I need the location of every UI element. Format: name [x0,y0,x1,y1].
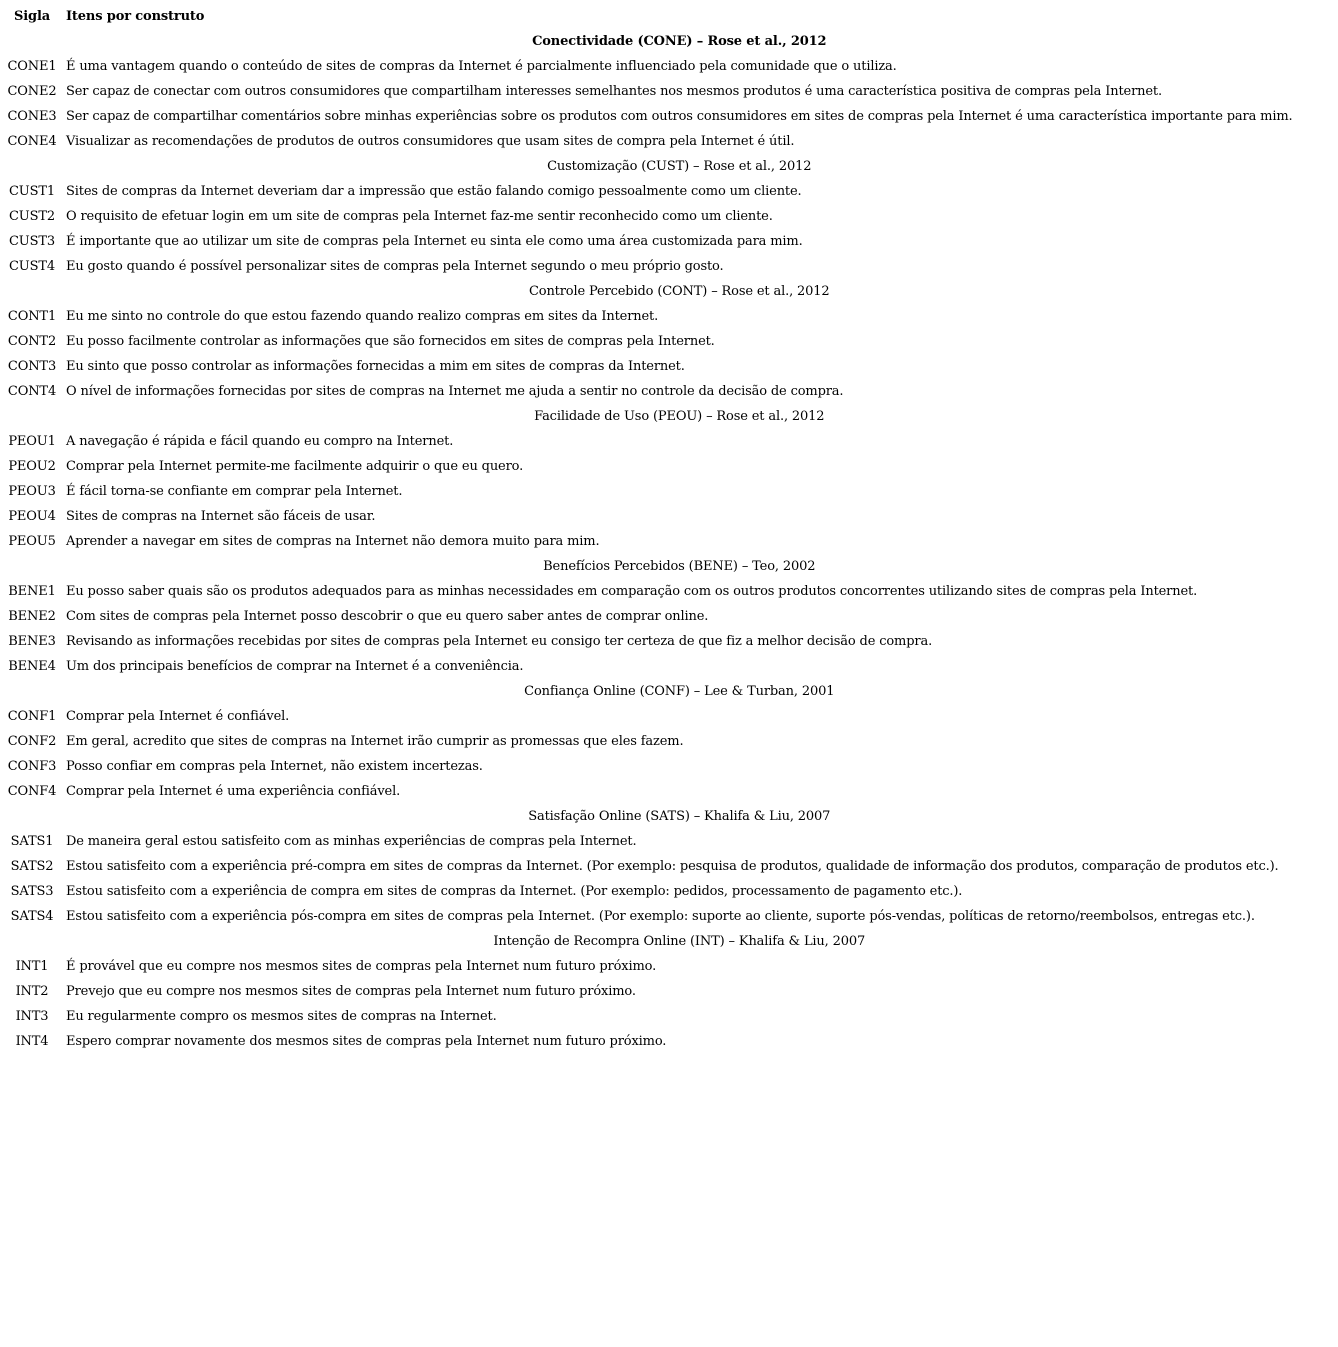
table-row [2,629,1293,654]
section-title: Benefícios Percebidos (BENE) – Teo, 2002 [543,559,816,574]
table-body [2,29,1293,1054]
item-code: BENE1 [8,584,56,599]
table-row [2,829,1293,854]
item-text: Comprar pela Internet permite-me facilmente adquirir o que eu quero. [66,459,524,474]
table-row [2,729,1293,754]
item-code: CONE2 [7,84,57,99]
table-row [2,204,1293,229]
table-row [2,954,1293,979]
item-code: CONF3 [7,759,57,774]
item-code: PEOU5 [8,534,56,549]
item-text: Comprar pela Internet é confiável. [66,709,290,724]
item-code: CONE1 [7,59,57,74]
section-title: Customização (CUST) – Rose et al., 2012 [547,159,812,174]
item-code: SATS1 [10,834,54,849]
item-text: Espero comprar novamente dos mesmos sites de compras pela Internet num futuro próximo. [66,1034,667,1049]
item-text: É importante que ao utilizar um site de compras pela Internet eu sinta ele como uma área customizada para mim. [66,234,803,249]
table-row [2,854,1293,879]
item-text: Estou satisfeito com a experiência pós-compra em sites de compras pela Internet. (Por exemplo: suporte ao cliente, suporte pós-vendas, políticas de retorno/reembolsos, entregas etc.). [66,909,1255,924]
table-row [2,79,1293,104]
item-code: SATS2 [10,859,54,874]
table-row [2,179,1293,204]
item-code: BENE4 [8,659,56,674]
item-code: INT4 [15,1034,49,1049]
item-text: Eu regularmente compro os mesmos sites de compras na Internet. [66,1009,497,1024]
item-text: Eu posso saber quais são os produtos adequados para as minhas necessidades em comparação com os outros produtos concorrentes utilizando sites de compras pela Internet. [66,584,1198,599]
header-code: Sigla [13,9,51,24]
item-code: SATS3 [10,884,54,899]
item-code: INT1 [15,959,49,974]
item-text: Eu posso facilmente controlar as informações que são fornecidos em sites de compras pela Internet. [66,334,715,349]
section-title: Facilidade de Uso (PEOU) – Rose et al., 2012 [534,409,825,424]
item-text: Aprender a navegar em sites de compras na Internet não demora muito para mim. [66,534,600,549]
item-code: CUST3 [8,234,55,249]
item-text: Ser capaz de conectar com outros consumidores que compartilham interesses semelhantes nos mesmos produtos é uma característica positiva de compras pela Internet. [66,84,1162,99]
section-row [2,554,1293,579]
section-row [2,804,1293,829]
table-row [2,879,1293,904]
table-row [2,979,1293,1004]
item-code: CONT2 [7,334,57,349]
item-text: Prevejo que eu compre nos mesmos sites de compras pela Internet num futuro próximo. [66,984,636,999]
table-row [2,129,1293,154]
table-row [2,754,1293,779]
item-code: CONE4 [7,134,57,149]
item-code: PEOU4 [8,509,56,524]
section-row [2,279,1293,304]
section-row [2,404,1293,429]
table-row [2,1029,1293,1054]
item-text: O nível de informações fornecidas por sites de compras na Internet me ajuda a sentir no controle da decisão de compra. [66,384,844,399]
item-code: PEOU3 [8,484,56,499]
table-row [2,479,1293,504]
table-row [2,454,1293,479]
item-code: PEOU2 [8,459,56,474]
item-text: Com sites de compras pela Internet posso descobrir o que eu quero saber antes de comprar online. [66,609,709,624]
item-code: CUST2 [8,209,55,224]
table-row [2,429,1293,454]
table-row [2,529,1293,554]
table-row [2,104,1293,129]
table-row [2,1004,1293,1029]
section-title: Intenção de Recompra Online (INT) – Khalifa & Liu, 2007 [493,934,866,949]
header-items: Itens por construto [66,9,205,24]
item-code: BENE3 [8,634,56,649]
item-text: A navegação é rápida e fácil quando eu compro na Internet. [66,434,454,449]
item-text: Eu sinto que posso controlar as informações fornecidas a mim em sites de compras da Internet. [66,359,685,374]
table-row [2,604,1293,629]
item-text: De maneira geral estou satisfeito com as minhas experiências de compras pela Internet. [66,834,637,849]
table-row [2,354,1293,379]
item-text: Comprar pela Internet é uma experiência confiável. [66,784,401,799]
section-row [2,929,1293,954]
table-row [2,229,1293,254]
item-text: Um dos principais benefícios de comprar na Internet é a conveniência. [66,659,524,674]
item-code: CONF2 [7,734,57,749]
table-row [2,254,1293,279]
table-row [2,329,1293,354]
table-row [2,704,1293,729]
section-title: Controle Percebido (CONT) – Rose et al., 2012 [528,284,830,299]
section-title: Satisfação Online (SATS) – Khalifa & Liu, 2007 [528,809,831,824]
item-code: SATS4 [10,909,54,924]
item-text: Eu me sinto no controle do que estou fazendo quando realizo compras em sites da Internet. [66,309,659,324]
item-text: Em geral, acredito que sites de compras na Internet irão cumprir as promessas que eles fazem. [66,734,684,749]
item-code: PEOU1 [8,434,56,449]
item-text: Estou satisfeito com a experiência de compra em sites de compras da Internet. (Por exemplo: pedidos, processamento de pagamento etc.). [66,884,963,899]
table-row [2,304,1293,329]
item-code: CONF1 [7,709,57,724]
item-code: CONT3 [7,359,57,374]
item-text: Posso confiar em compras pela Internet, não existem incertezas. [66,759,483,774]
item-text: Revisando as informações recebidas por sites de compras pela Internet eu consigo ter certeza de que fiz a melhor decisão de compra. [66,634,933,649]
table-row [2,779,1293,804]
table-row [2,54,1293,79]
item-text: Visualizar as recomendações de produtos de outros consumidores que usam sites de compra pela Internet é útil. [66,134,795,149]
item-text: É uma vantagem quando o conteúdo de sites de compras da Internet é parcialmente influenciado pela comunidade que o utiliza. [66,59,897,74]
item-code: CUST1 [8,184,55,199]
table-row [2,579,1293,604]
table-row [2,504,1293,529]
item-code: CONF4 [7,784,57,799]
item-text: É fácil torna-se confiante em comprar pela Internet. [66,484,403,499]
item-text: É provável que eu compre nos mesmos sites de compras pela Internet num futuro próximo. [66,959,657,974]
item-text: Ser capaz de compartilhar comentários sobre minhas experiências sobre os produtos com outros consumidores em sites de compras pela Internet é uma característica importante para mim. [66,109,1293,124]
section-title: Conectividade (CONE) – Rose et al., 2012 [532,34,827,49]
table-header-row [2,4,1293,29]
constructs-table [2,4,1293,1054]
table-row [2,379,1293,404]
item-text: Eu gosto quando é possível personalizar sites de compras pela Internet segundo o meu próprio gosto. [66,259,724,274]
item-text: Sites de compras da Internet deveriam dar a impressão que estão falando comigo pessoalmente como um cliente. [66,184,802,199]
item-code: CONE3 [7,109,57,124]
table-row [2,654,1293,679]
section-title: Confiança Online (CONF) – Lee & Turban, 2001 [524,684,835,699]
table-row [2,904,1293,929]
section-row [2,679,1293,704]
item-code: CONT4 [7,384,57,399]
item-text: Sites de compras na Internet são fáceis de usar. [66,509,376,524]
item-code: BENE2 [8,609,56,624]
item-text: Estou satisfeito com a experiência pré-compra em sites de compras da Internet. (Por exemplo: pesquisa de produtos, qualidade de informação dos produtos, comparação de produtos etc.). [66,859,1279,874]
item-code: INT2 [15,984,49,999]
section-row [2,154,1293,179]
item-code: CUST4 [8,259,55,274]
section-row [2,29,1293,54]
item-text: O requisito de efetuar login em um site de compras pela Internet faz-me sentir reconhecido como um cliente. [66,209,773,224]
item-code: INT3 [15,1009,49,1024]
item-code: CONT1 [7,309,57,324]
